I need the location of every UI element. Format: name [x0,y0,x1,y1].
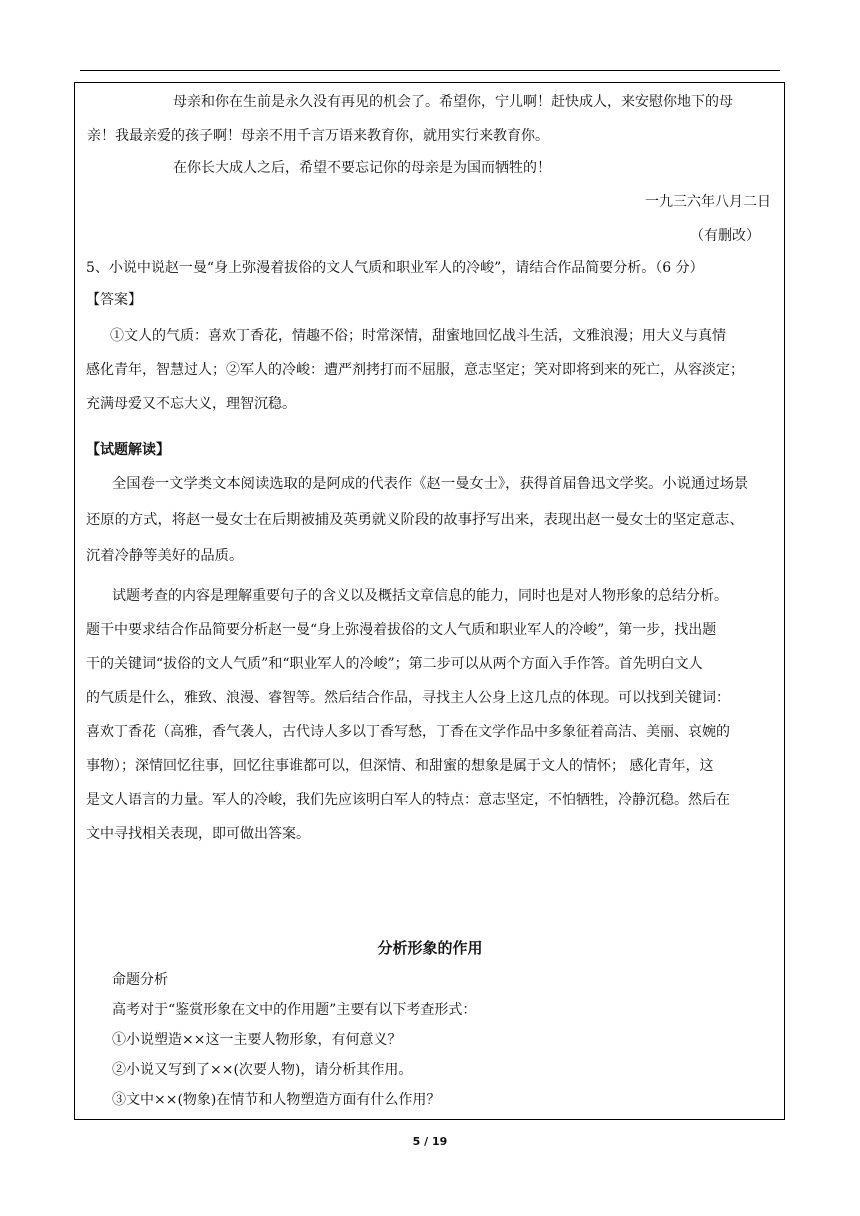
question-text: 5、小说中说赵一曼“身上弥漫着拔俗的文人气质和职业军人的冷峻”，请结合作品简要分析。（6 分） [86,260,704,276]
analysis-line: 题干中要求结合作品简要分析赵一曼“身上弥漫着拔俗的文人气质和职业军人的冷峻”，第一步，找出题 [86,622,717,638]
section-line: 命题分析 [112,972,168,988]
answer-line: 感化青年，智慧过人；②军人的冷峻：遭严剂拷打而不屈服，意志坚定；笑对即将到来的死亡，从容淡定； [86,362,744,378]
analysis-line: 文中寻找相关表现，即可做出答案。 [86,826,310,842]
letter-line: 在你长大成人之后，希望不要忘记你的母亲是为国而牺牲的！ [173,160,551,176]
analysis-line: 事物）；深情回忆往事，回忆往事谁都可以，但深情、和甜蜜的想象是属于文人的情怀； 感化青年，这 [86,758,714,774]
analysis-line: 的气质是什么，雅致、浪漫、睿智等。然后结合作品，寻找主人公身上这几点的体现。可以找到关键词： [86,690,730,706]
answer-label: 【答案】 [86,292,142,308]
analysis-line: 是文人语言的力量。军人的冷峻，我们先应该明白军人的特点：意志坚定，不怕牺牲，冷静沉稳。然后在 [86,792,730,808]
letter-note: （有删改） [690,228,760,244]
section-line: 高考对于“鉴赏形象在文中的作用题”主要有以下考查形式： [112,1002,477,1018]
page-number: 5 / 19 [412,1135,448,1148]
intro-line: 还原的方式，将赵一曼女士在后期被捕及英勇就义阶段的故事抒写出来，表现出赵一曼女士的坚定意志、 [86,512,744,528]
section-title: 分析形象的作用 [377,939,483,957]
letter-date: 一九三六年八月二日 [645,194,771,210]
intro-line: 沉着冷静等美好的品质。 [86,548,244,564]
intro-line: 全国卷一文学类文本阅读选取的是阿成的代表作《赵一曼女士》，获得首届鲁迅文学奖。小说通过场景 [112,476,749,492]
header-rule [80,70,780,71]
answer-line: 充满母爱又不忘大义，理智沉稳。 [86,396,296,412]
section-line: ②小说又写到了××(次要人物)，请分析其作用。 [112,1062,413,1078]
analysis-line: 试题考查的内容是理解重要句子的含义以及概括文章信息的能力，同时也是对人物形象的总结分析。 [112,588,728,604]
analysis-line: 干的关键词“拔俗的文人气质”和“职业军人的冷峻”；第二步可以从两个方面入手作答。首先明白文人 [86,656,703,672]
section-line: ①小说塑造××这一主要人物形象，有何意义？ [112,1032,402,1048]
letter-line: 母亲和你在生前是永久没有再见的机会了。希望你，宁儿啊！赶快成人，来安慰你地下的母 [173,94,733,110]
analysis-line: 喜欢丁香花（高雅，香气袭人，古代诗人多以丁香写愁，丁香在文学作品中多象征着高洁、美丽、哀婉的 [86,724,730,740]
section-line: ③文中××(物象)在情节和人物塑造方面有什么作用？ [112,1092,441,1108]
interpretation-label: 【试题解读】 [86,442,170,458]
letter-line: 亲！我最亲爱的孩子啊！母亲不用千言万语来教育你，就用实行来教育你。 [87,128,549,144]
answer-line: ①文人的气质：喜欢丁香花，情趣不俗；时常深情，甜蜜地回忆战斗生活，文雅浪漫；用大义与真情 [110,328,726,344]
